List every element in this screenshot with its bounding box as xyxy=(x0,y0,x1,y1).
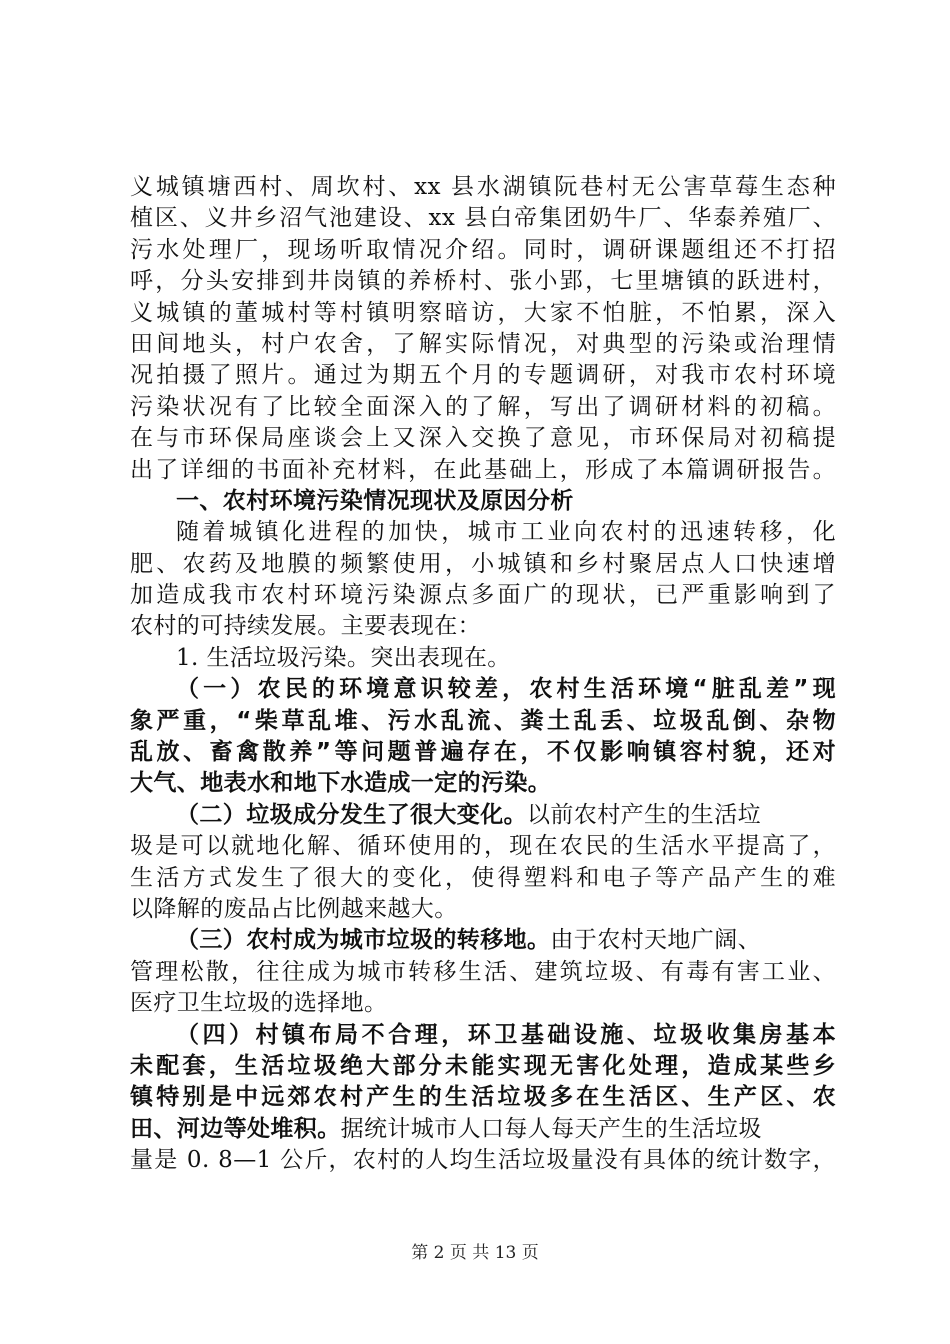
list-item-1: 1. 生活垃圾污染。突出表现在。 xyxy=(176,644,511,671)
text-line: 植区、义井乡沼气池建设、xx 县白帝集团奶牛厂、华泰养殖厂、 xyxy=(130,205,836,232)
text-line: 况拍摄了照片。通过为期五个月的专题调研，对我市农村环境 xyxy=(130,362,836,389)
text-line: 未配套，生活垃圾绝大部分未能实现无害化处理，造成某些乡 xyxy=(130,1052,836,1079)
text-line: 生活方式发生了很大的变化，使得塑料和电子等产品产生的难 xyxy=(130,864,836,891)
point-3-text: 由于农村天地广阔、 xyxy=(550,927,762,954)
point-2-heading: （二）垃圾成分发生了很大变化。 xyxy=(176,801,527,828)
point-4-bold-tail: 田、河边等处堆积。 xyxy=(130,1115,341,1142)
text-line: （一）农民的环境意识较差，农村生活环境“脏乱差”现 xyxy=(176,676,836,703)
text-line: 义城镇的董城村等村镇明察暗访，大家不怕脏，不怕累，深入 xyxy=(130,299,836,326)
text-line xyxy=(130,1114,836,1145)
text-line: 医疗卫生垃圾的选择地。 xyxy=(130,990,388,1017)
point-2 xyxy=(130,800,836,926)
body-text xyxy=(130,172,836,1177)
text-line: 管理松散，往往成为城市转移生活、建筑垃圾、有毒有害工业、 xyxy=(130,958,836,985)
page-footer: 第 2 页 共 13 页 xyxy=(411,1243,539,1263)
point-4 xyxy=(130,1020,836,1177)
text-line: 镇特别是中远郊农村产生的生活垃圾多在生活区、生产区、农 xyxy=(130,1084,836,1111)
text-line: 圾是可以就地化解、循环使用的，现在农民的生活水平提高了， xyxy=(130,833,836,860)
point-2-text: 以前农村产生的生活垃 xyxy=(527,801,761,828)
text-line: 加造成我市农村环境污染源点多面广的现状，已严重影响到了 xyxy=(130,582,836,609)
text-line: 出了详细的书面补充材料，在此基础上，形成了本篇调研报告。 xyxy=(130,456,836,483)
section-heading: 一、农村环境污染情况现状及原因分析 xyxy=(176,487,574,514)
point-4-text: 据统计城市人口每人每天产生的生活垃圾 xyxy=(340,1115,762,1142)
text-line: 污染状况有了比较全面深入的了解，写出了调研材料的初稿。 xyxy=(130,393,836,420)
text-line: 污水处理厂，现场听取情况介绍。同时，调研课题组还不打招 xyxy=(130,236,836,263)
point-3 xyxy=(130,925,836,1019)
text-line: 象严重，“柴草乱堆、污水乱流、粪土乱丢、垃圾乱倒、杂物 xyxy=(130,707,836,734)
text-line: 肥、农药及地膜的频繁使用，小城镇和乡村聚居点人口快速增 xyxy=(130,550,836,577)
text-line: 大气、地表水和地下水造成一定的污染。 xyxy=(130,770,552,797)
text-line: 义城镇塘西村、周坎村、xx 县水湖镇阮巷村无公害草莓生态种 xyxy=(130,174,836,200)
text-line xyxy=(130,925,836,956)
point-3-heading: （三）农村成为城市垃圾的转移地。 xyxy=(176,927,551,954)
text-line: 农村的可持续发展。主要表现在： xyxy=(130,613,481,640)
text-line: 田间地头，村户农舍，了解实际情况，对典型的污染或治理情 xyxy=(130,330,836,357)
text-line: 随着城镇化进程的加快，城市工业向农村的迅速转移，化 xyxy=(176,519,836,546)
text-line: 量是 0. 8—1 公斤，农村的人均生活垃圾量没有具体的统计数字， xyxy=(130,1147,836,1174)
point-1 xyxy=(130,674,836,800)
text-line: 乱放、畜禽散养”等问题普遍存在，不仅影响镇容村貌，还对 xyxy=(130,739,836,766)
paragraph-overview xyxy=(130,517,836,643)
paragraph-intro xyxy=(130,172,836,486)
text-line: 以降解的废品占比例越来越大。 xyxy=(130,895,458,922)
text-line xyxy=(130,800,836,831)
text-line: 呼，分头安排到井岗镇的养桥村、张小郢，七里塘镇的跃进村， xyxy=(130,268,836,295)
text-line: 在与市环保局座谈会上又深入交换了意见，市环保局对初稿提 xyxy=(130,425,836,452)
text-line: （四）村镇布局不合理，环卫基础设施、垃圾收集房基本 xyxy=(176,1021,836,1048)
